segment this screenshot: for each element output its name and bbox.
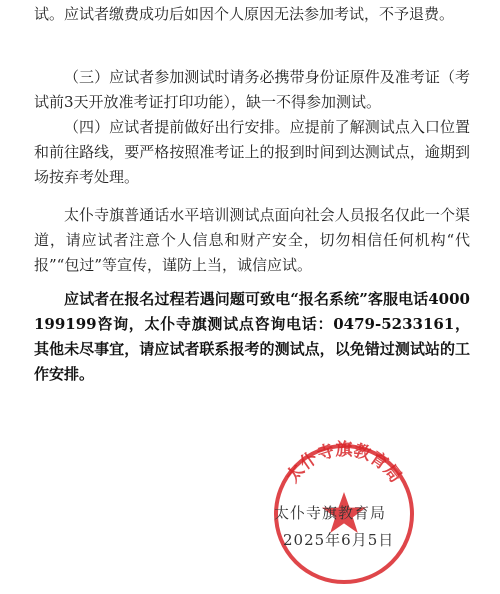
notice-paragraph-channel: 太仆寺旗普通话水平培训测试点面向社会人员报名仅此一个渠道，请应试者注意个人信息和财产安全，切勿相信任何机构“代报”“包过”等宣传，谨防上当，诚信应试。	[34, 206, 470, 274]
notice-paragraph-id-card: （三）应试者参加测试时请务必携带身份证原件及准考证（考试前3天开放准考证打印功能），缺一不得参加测试。	[34, 68, 470, 111]
notice-paragraph-travel: （四）应试者提前做好出行安排。应提前了解测试点入口位置和前往路线，要严格按照准考证上的报到时间到达测试点，逾期到场按弃考处理。	[34, 118, 470, 186]
notice-paragraph-fee: 试。应试者缴费成功后如因个人原因无法参加考试，不予退费。	[34, 5, 455, 23]
signature-organization: 太仆寺旗教育局	[274, 504, 387, 522]
signature-date: 2025年6月5日	[283, 531, 395, 549]
notice-paragraph-contact: 应试者在报名过程若遇问题可致电“报名系统”客服电话4000199199咨询，太仆寺旗测试点咨询电话：0479-5233161，其他未尽事宜，请应试者联系报考的测试点，以免错过测试站的工作安排。	[34, 290, 470, 383]
seal-ring-text: 太仆寺旗教育局	[282, 440, 406, 487]
